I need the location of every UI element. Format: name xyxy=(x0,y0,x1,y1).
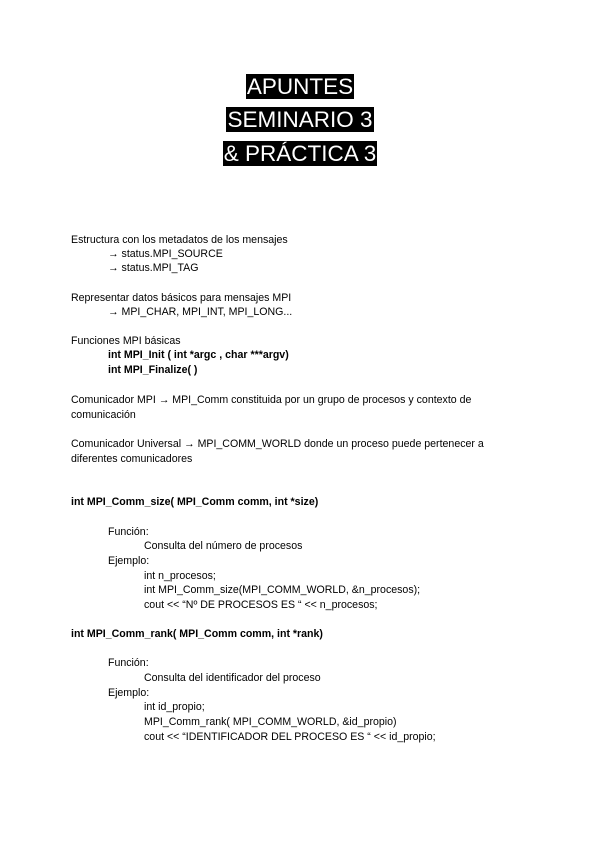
code-line: int n_procesos; xyxy=(144,570,216,582)
types-heading: Representar datos básicos para mensajes MPI xyxy=(71,292,292,304)
code-line: int MPI_Comm_size(MPI_COMM_WORLD, &n_procesos); xyxy=(144,584,421,596)
example-label: Ejemplo: xyxy=(108,555,150,567)
comm-size-signature: int MPI_Comm_size( MPI_Comm comm, int *size) xyxy=(71,496,319,508)
universal-communicator-text: Comunicador Universal → MPI_COMM_WORLD donde un proceso puede pertenecer a xyxy=(71,438,484,450)
function-description: Consulta del identificador del proceso xyxy=(144,672,321,684)
code-line: cout << “IDENTIFICADOR DEL PROCESO ES “ << id_propio; xyxy=(144,731,436,743)
function-signature: int MPI_Init ( int *argc , char ***argv) xyxy=(108,349,289,361)
status-item: → status.MPI_SOURCE xyxy=(108,248,223,260)
title-line-1: APUNTES xyxy=(246,74,354,99)
code-line: int id_propio; xyxy=(144,701,205,713)
communicator-text: comunicación xyxy=(71,409,136,421)
status-item: → status.MPI_TAG xyxy=(108,262,199,274)
code-line: cout << “Nº DE PROCESOS ES “ << n_procesos; xyxy=(144,599,378,611)
function-description: Consulta del número de procesos xyxy=(144,540,303,552)
title-line-2: SEMINARIO 3 xyxy=(227,107,373,132)
example-label: Ejemplo: xyxy=(108,687,150,699)
status-heading: Estructura con los metadatos de los mensajes xyxy=(71,234,288,246)
universal-communicator-text: diferentes comunicadores xyxy=(71,453,193,465)
code-line: MPI_Comm_rank( MPI_COMM_WORLD, &id_propio) xyxy=(144,716,397,728)
function-label: Función: xyxy=(108,657,149,669)
comm-rank-signature: int MPI_Comm_rank( MPI_Comm comm, int *rank) xyxy=(71,628,323,640)
functions-heading: Funciones MPI básicas xyxy=(71,335,181,347)
function-label: Función: xyxy=(108,526,149,538)
types-item: → MPI_CHAR, MPI_INT, MPI_LONG... xyxy=(108,306,293,318)
function-signature: int MPI_Finalize( ) xyxy=(108,364,198,376)
communicator-text: Comunicador MPI → MPI_Comm constituida por un grupo de procesos y contexto de xyxy=(71,394,472,406)
title-line-3: & PRÁCTICA 3 xyxy=(223,141,377,166)
